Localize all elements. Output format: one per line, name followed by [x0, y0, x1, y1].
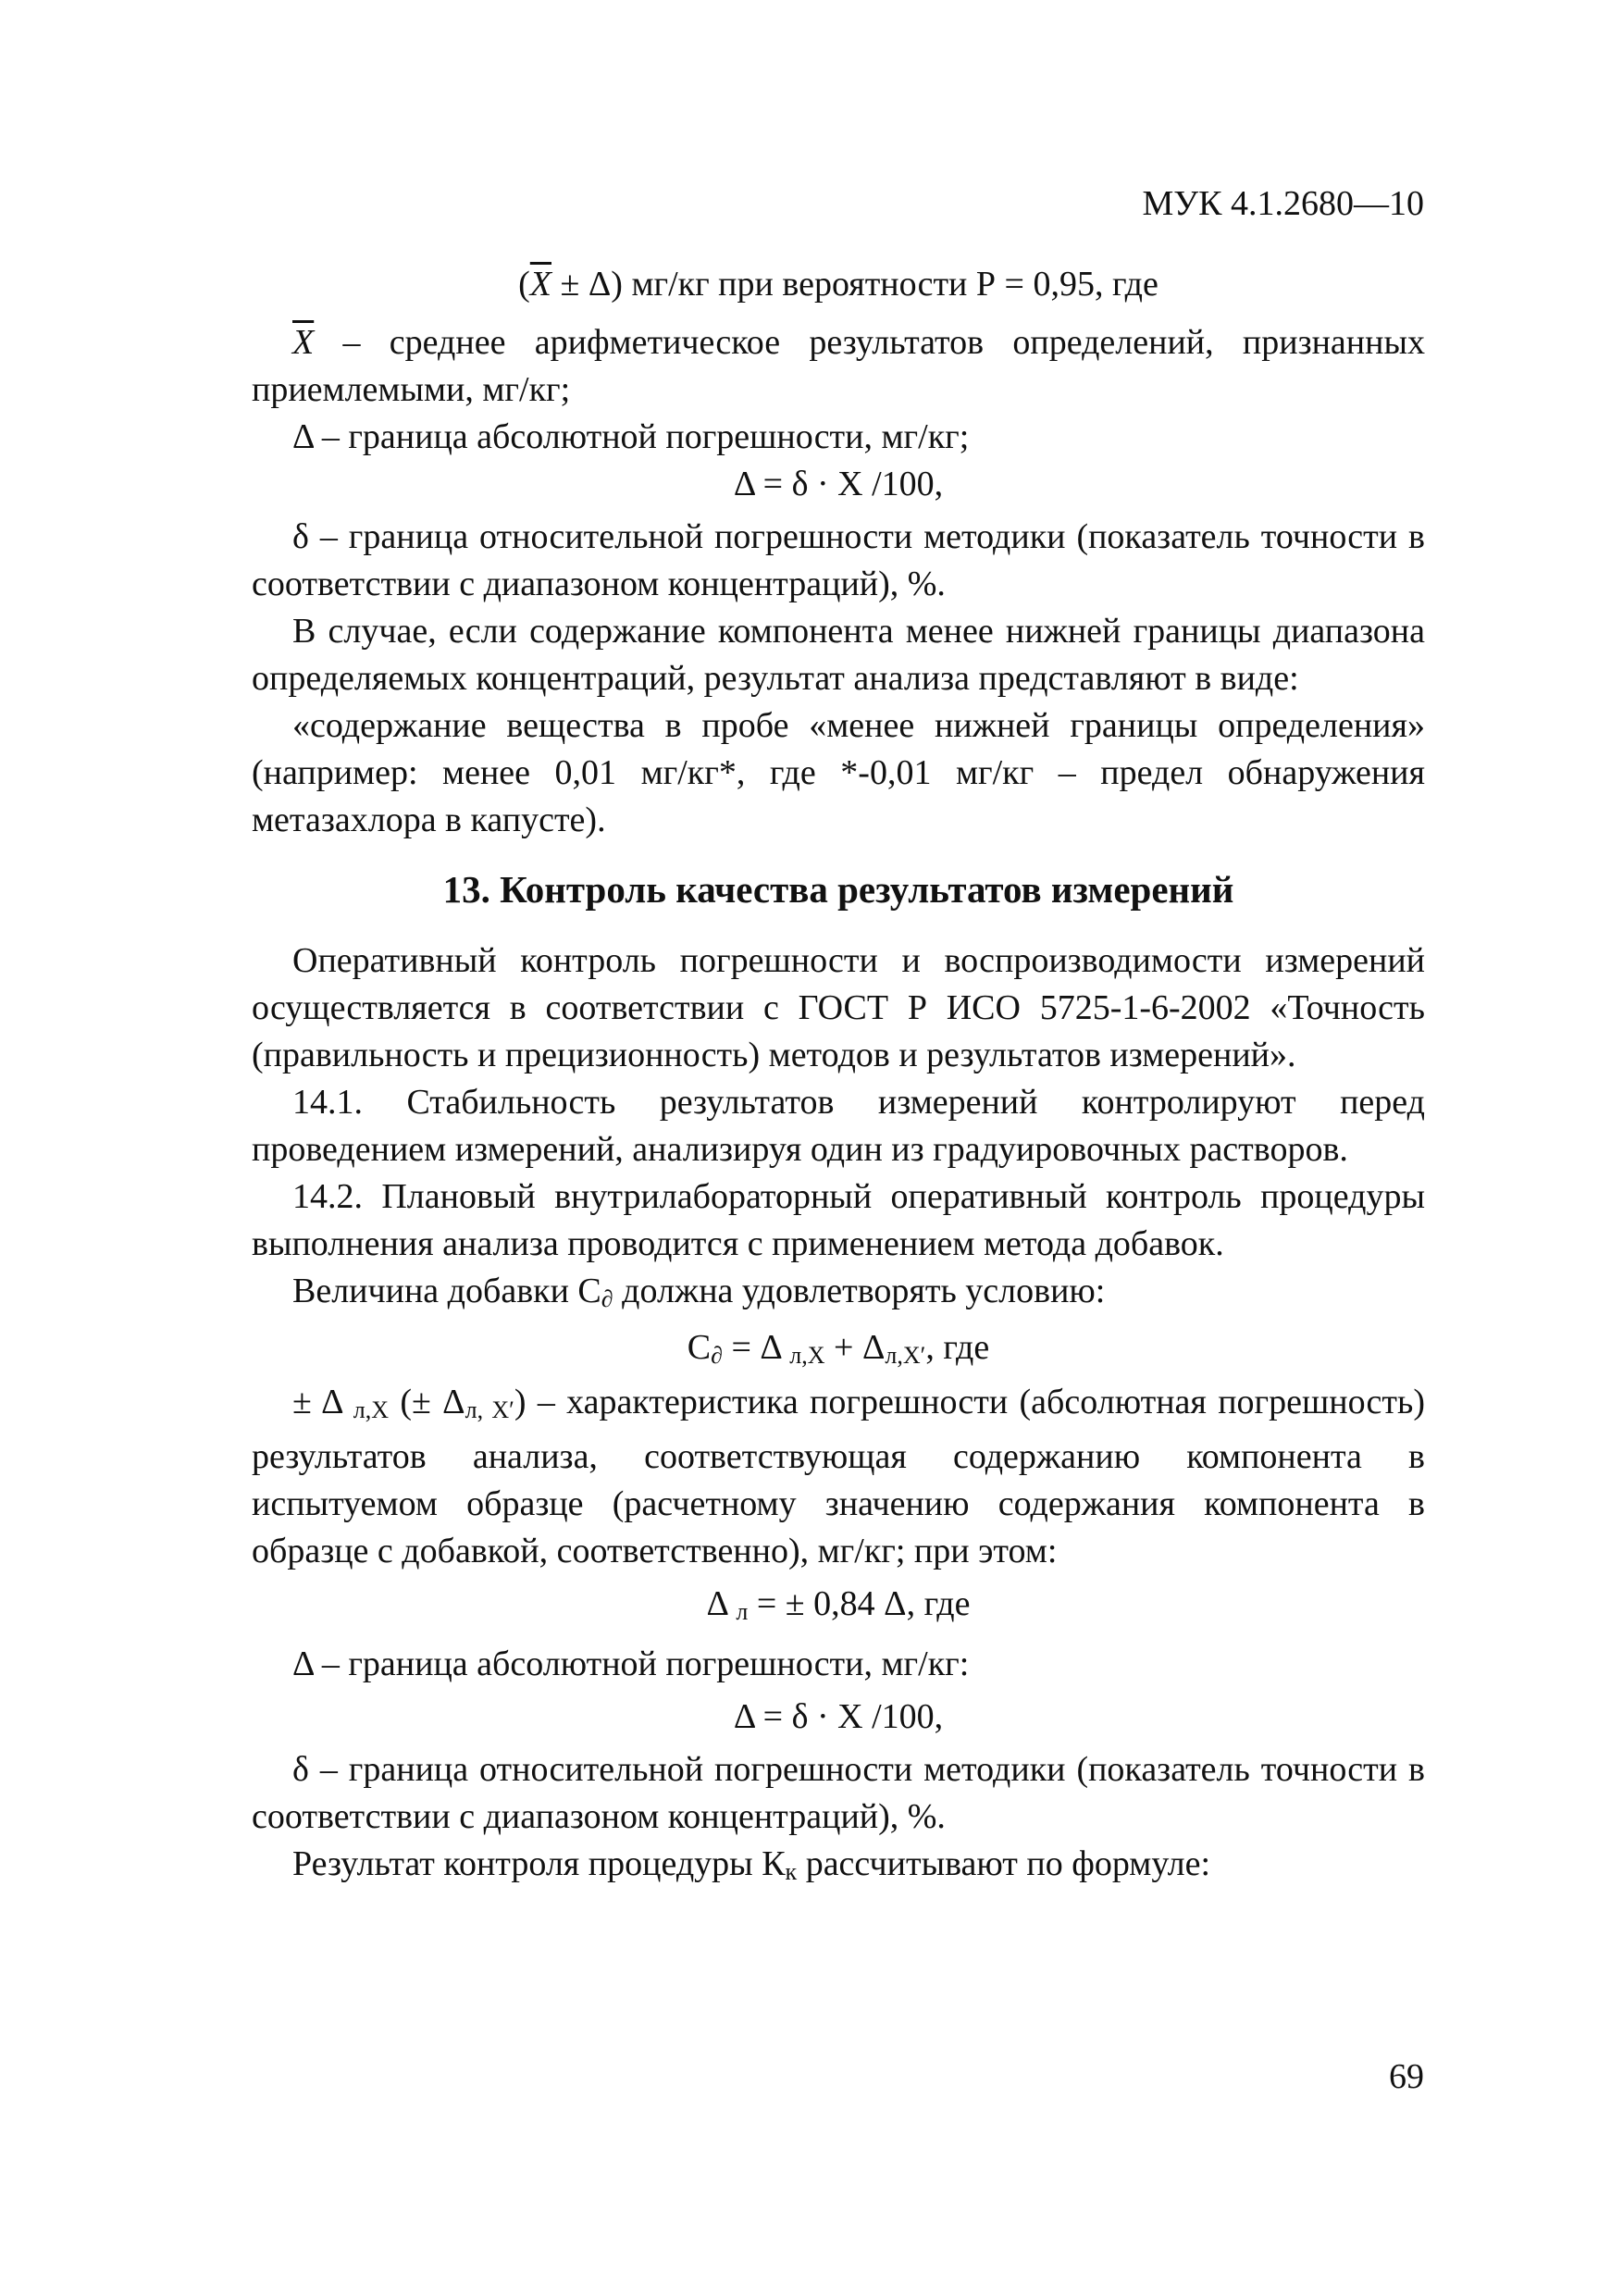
- paragraph-result-formula: Результат контроля процедуры Кк рассчитывают по формуле:: [292, 1844, 1211, 1885]
- page-number: 69: [1389, 2057, 1424, 2096]
- definition-delta: Δ – граница абсолютной погрешности, мг/кг;: [292, 417, 970, 456]
- section-heading: 13. Контроль качества результатов измерений: [442, 868, 1234, 911]
- formula-delta-2: Δ = δ · X /100,: [733, 1697, 944, 1736]
- definition-delta-relative: δ – граница относительной погрешности методики (показатель точности в соответствии с диапазоном концентраций), %.: [252, 517, 1425, 603]
- paragraph-additive-size: Величина добавки С∂ должна удовлетворять условию:: [292, 1272, 1106, 1312]
- formula-result-format: $(\overline{X} \pm \Delta)$ мг/кг при вероятности Р = 0,95, где: [518, 265, 1158, 304]
- definition-delta-2: Δ – граница абсолютной погрешности, мг/кг:: [292, 1644, 970, 1683]
- definition-xbar: $\overline{X}$ – среднее арифметическое результатов определений, признанных приемлемыми, мг/кг;: [252, 323, 1425, 409]
- paragraph-14-1: 14.1. Стабильность результатов измерений контролируют перед проведением измерений, анализируя один из градуировочных растворов.: [252, 1083, 1425, 1169]
- paragraph-below-range: В случае, если содержание компонента менее нижней границы диапазона определяемых концентраций, результат анализа представляют в виде:: [252, 612, 1425, 698]
- running-header: МУК 4.1.2680—10: [1142, 184, 1424, 223]
- formula-delta: Δ = δ · X /100,: [733, 465, 944, 503]
- paragraph-error-characteristic: ± Δ л,Х (± Δл, Х′) – характеристика погрешности (абсолютная погрешность) результатов анализа, соответствующая содержанию компонента в испытуемом образце (расчетному значению содержания компонента в образце с добавкой, соответственно), мг/кг; при этом:: [252, 1383, 1425, 1570]
- formula-additive: С∂ = Δ л,Х + Δл,Х′, где: [687, 1328, 990, 1369]
- definition-delta-relative-2: δ – граница относительной погрешности методики (показатель точности в соответствии с диапазоном концентраций), %.: [252, 1750, 1425, 1836]
- formula-delta-lab: Δ л = ± 0,84 Δ, где: [706, 1584, 971, 1625]
- paragraph-14-2: 14.2. Плановый внутрилабораторный оперативный контроль процедуры выполнения анализа проводится с применением метода добавок.: [252, 1177, 1425, 1263]
- page-body: [252, 261, 1425, 1895]
- paragraph-operative-control: Оперативный контроль погрешности и воспроизводимости измерений осуществляется в соответствии с ГОСТ Р ИСО 5725-1-6-2002 «Точность (правильность и прецизионность) методов и результатов измерений».: [252, 941, 1425, 1074]
- paragraph-example: «содержание вещества в пробе «менее нижней границы определения» (например: менее 0,01 мг/кг*, где *-0,01 мг/кг – предел обнаружения метазахлора в капусте).: [252, 706, 1425, 839]
